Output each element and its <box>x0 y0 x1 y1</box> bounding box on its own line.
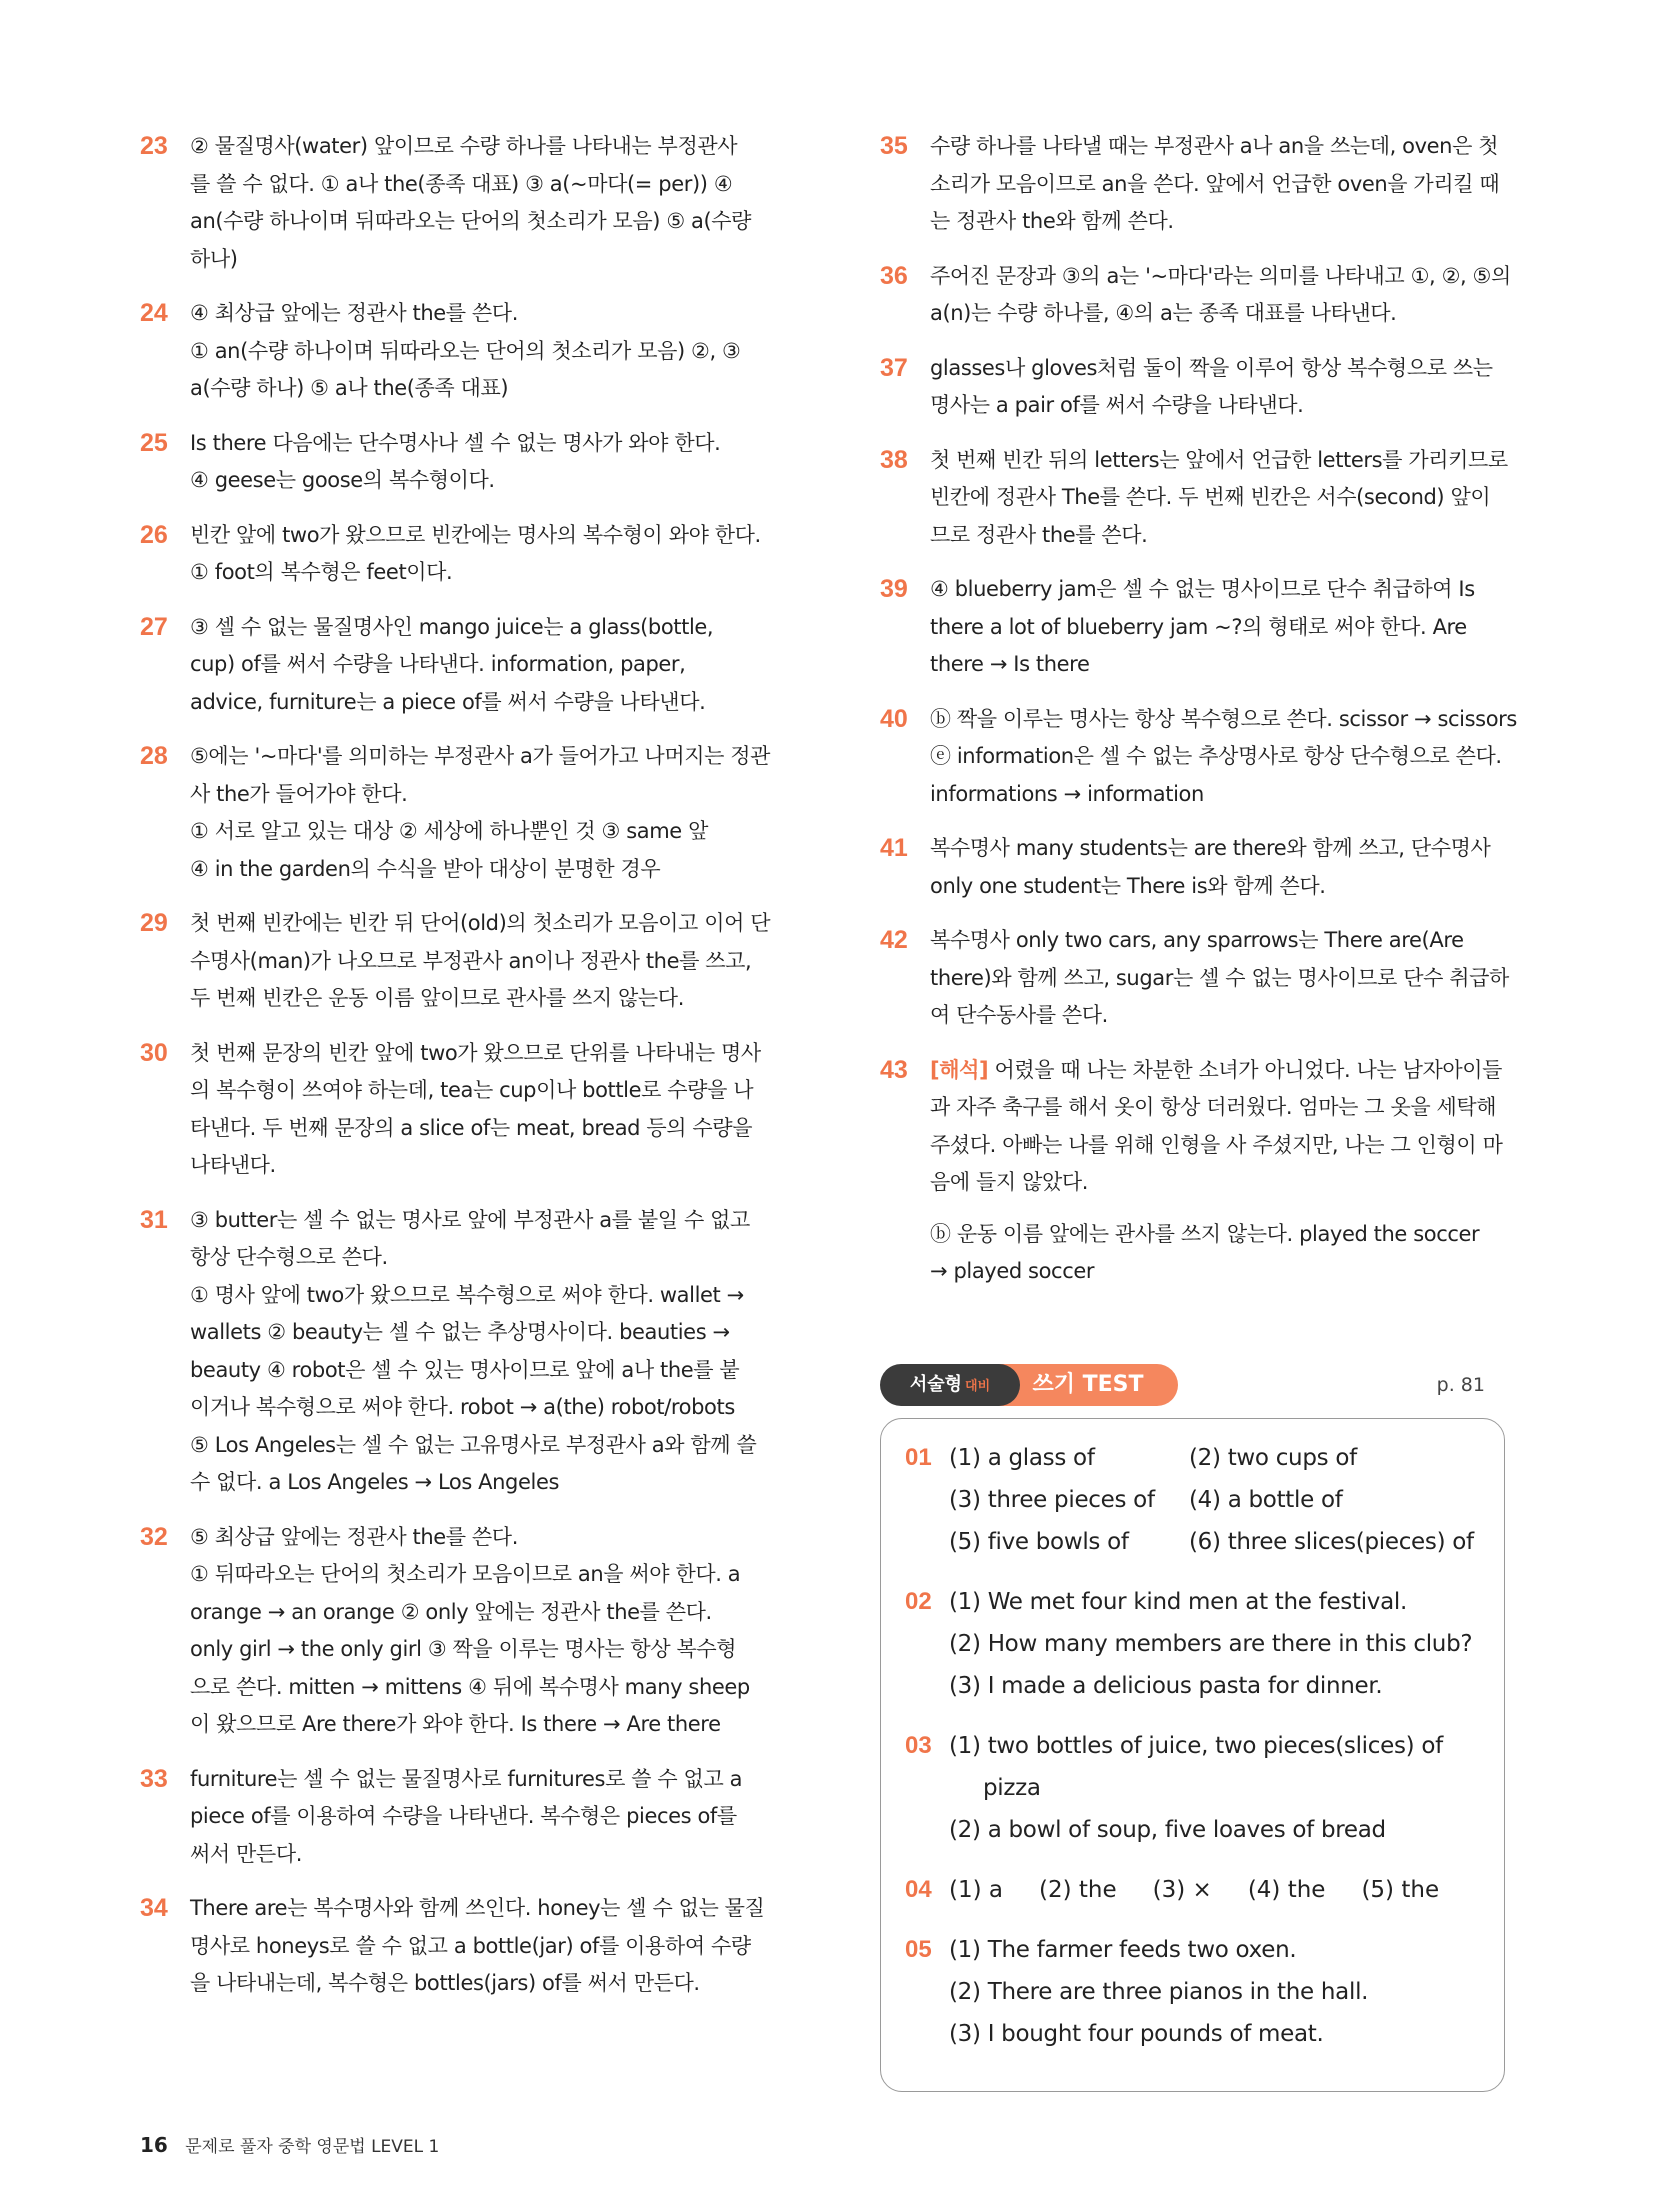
answer-line: 소리가 모음이므로 an을 쓴다. 앞에서 언급한 oven을 가리킬 때 <box>930 171 1500 196</box>
page-reference: p. 81 <box>1436 1374 1485 1396</box>
answer-line: 음에 들지 않았다. <box>930 1170 1089 1194</box>
answer-number: 43 <box>880 1055 908 1084</box>
answer-line: ④ geese는 goose의 복수형이다. <box>190 468 495 492</box>
answer-line: there → Is there <box>930 652 1090 676</box>
writing-test-box <box>880 1418 1505 2092</box>
answer-number: 27 <box>140 612 168 641</box>
page-number: 16 <box>140 2133 168 2157</box>
answer-line: 첫 번째 문장의 빈칸 앞에 two가 왔으므로 단위를 나타내는 명사 <box>190 1040 761 1065</box>
test-item-04 <box>905 1869 1484 1911</box>
answer-item-27 <box>140 609 765 722</box>
answer-number: 37 <box>880 353 908 382</box>
answer-line: 써서 만든다. <box>190 1841 302 1866</box>
answer-line: an(수량 하나이며 뒤따라오는 단어의 첫소리가 모음) ⑤ a(수량 <box>190 209 752 233</box>
answer-line: 복수명사 only two cars, any sparrows는 There are(Are <box>930 928 1464 952</box>
answer-item-33 <box>140 1761 765 1874</box>
answer-line: 수 없다. a Los Angeles → Los Angeles <box>190 1470 560 1494</box>
answer-item-28 <box>140 738 771 888</box>
answer-number: 26 <box>140 520 168 549</box>
answer-line: ⑤ 최상급 앞에는 정관사 the를 쓴다. <box>190 1524 518 1549</box>
answer-line: ④ blueberry jam은 셀 수 없는 명사이므로 단수 취급하여 Is <box>930 577 1475 601</box>
answer-line: ④ 최상급 앞에는 정관사 the를 쓴다. <box>190 301 518 325</box>
answer-item-40 <box>880 701 1517 814</box>
answer-item-36 <box>880 258 1511 333</box>
answer-item-24 <box>140 295 765 408</box>
answer-line: ③ butter는 셀 수 없는 명사로 앞에 부정관사 a를 붙일 수 없고 <box>190 1207 750 1232</box>
page-footer <box>140 2132 439 2157</box>
answer-line: (1) The farmer feeds two oxen. <box>949 1937 1297 1963</box>
answer-line: only girl → the only girl ③ 짝을 이루는 명사는 항상 복수형 <box>190 1637 737 1661</box>
answer-line: 주어진 문장과 ③의 a는 '~마다'라는 의미를 나타내고 ①, ②, ⑤의 <box>930 263 1511 288</box>
answer-line: (3) I bought four pounds of meat. <box>949 2021 1324 2047</box>
answer-line: 타낸다. 두 번째 문장의 a slice of는 meat, bread 등의 수량을 <box>190 1115 753 1140</box>
answer-line: (2) How many members are there in this club? <box>949 1631 1473 1657</box>
answer-line: (2) There are three pianos in the hall. <box>949 1979 1369 2005</box>
book-title: 문제로 풀자 중학 영문법 LEVEL 1 <box>185 2137 440 2157</box>
writing-test-title: 쓰기 TEST <box>998 1364 1178 1406</box>
answer-line: There are는 복수명사와 함께 쓰인다. honey는 셀 수 없는 물질 <box>190 1896 765 1920</box>
answer-number: 38 <box>880 445 908 474</box>
answer-line: 이 왔으므로 Are there가 와야 한다. Is there → Are there <box>190 1712 721 1736</box>
answer-number: 25 <box>140 428 168 457</box>
answer-item-37 <box>880 350 1505 425</box>
answer-line: there)와 함께 쓰고, sugar는 셀 수 없는 명사이므로 단수 취급하 <box>930 965 1509 990</box>
answer-line: (2) a bowl of soup, five loaves of bread <box>949 1817 1386 1843</box>
translation-tag: [해석] <box>930 1057 989 1082</box>
answer-line: 빈칸 앞에 two가 왔으므로 빈칸에는 명사의 복수형이 와야 한다. <box>190 522 761 547</box>
answer-item-29 <box>140 905 771 1018</box>
answer-line: 명사는 a pair of를 써서 수량을 나타낸다. <box>930 393 1304 417</box>
answer-number: 33 <box>140 1764 168 1793</box>
right-answer-column <box>880 128 1517 1308</box>
answer-number: 34 <box>140 1894 168 1922</box>
left-answer-column <box>140 128 771 2020</box>
answer-line: ⓔ information은 셀 수 없는 추상명사로 항상 단수형으로 쓴다. <box>930 744 1502 768</box>
answer-pair: (3) three pieces of (4) a bottle of <box>949 1487 1343 1513</box>
answer-line: there a lot of blueberry jam ~?의 형태로 써야 한다. Are <box>930 614 1467 639</box>
answer-item-31 <box>140 1202 765 1502</box>
answer-line: ⑤에는 '~마다'를 의미하는 부정관사 a가 들어가고 나머지는 정관 <box>190 744 771 768</box>
answer-number: 36 <box>880 261 908 290</box>
answer-line: wallets ② beauty는 셀 수 없는 추상명사이다. beauties → <box>190 1320 730 1344</box>
answer-number: 29 <box>140 909 168 937</box>
answer-line: 나타낸다. <box>190 1153 276 1177</box>
answer-line: 명사로 honeys로 쓸 수 없고 a bottle(jar) of를 이용하여 수량 <box>190 1933 751 1958</box>
answer-line: advice, furniture는 a piece of를 써서 수량을 나타낸다. <box>190 689 706 714</box>
answer-line: ① 뒤따라오는 단어의 첫소리가 모음이므로 an을 써야 한다. a <box>190 1562 741 1586</box>
answer-item-23 <box>140 128 765 278</box>
answer-line: furniture는 셀 수 없는 물질명사로 furnitures로 쓸 수 없고 a <box>190 1766 743 1791</box>
answer-line: 하나) <box>190 246 238 271</box>
answer-line: ① an(수량 하나이며 뒤따라오는 단어의 첫소리가 모음) ②, ③ <box>190 338 741 363</box>
answer-line: 첫 번째 빈칸 뒤의 letters는 앞에서 언급한 letters를 가리키므로 <box>930 447 1508 472</box>
answer-line: a(n)는 수량 하나를, ④의 a는 종족 대표를 나타낸다. <box>930 301 1397 325</box>
answer-number: 30 <box>140 1038 168 1067</box>
answer-line: (1) two bottles of juice, two pieces(slices) of <box>949 1733 1443 1759</box>
answer-line: 주셨다. 아빠는 나를 위해 인형을 사 주셨지만, 나는 그 인형이 마 <box>930 1132 1503 1157</box>
test-number: 04 <box>905 1876 932 1903</box>
answer-line: → played soccer <box>930 1259 1095 1283</box>
writing-test-section <box>880 1362 1505 2092</box>
answer-line: 두 번째 빈칸은 운동 이름 앞이므로 관사를 쓰지 않는다. <box>190 986 684 1010</box>
answer-line <box>930 1052 1505 1090</box>
answer-line: ⓑ 운동 이름 앞에는 관사를 쓰지 않는다. played the soccer <box>930 1221 1480 1246</box>
test-item-05 <box>905 1929 1484 2055</box>
answer-line: 항상 단수형으로 쓴다. <box>190 1245 388 1269</box>
answer-line: glasses나 gloves처럼 둘이 짝을 이루어 항상 복수형으로 쓰는 <box>930 355 1493 380</box>
answer-number: 28 <box>140 742 168 770</box>
essay-prep-badge: 서술형 대비 <box>880 1364 1020 1406</box>
answer-number: 23 <box>140 132 168 160</box>
answer-line: 를 쓸 수 없다. ① a나 the(종족 대표) ③ a(~마다(= per)) ④ <box>190 171 733 196</box>
answer-line: ⓑ 짝을 이루는 명사는 항상 복수형으로 쓴다. scissor → scissors <box>930 706 1517 731</box>
test-number: 05 <box>905 1936 932 1963</box>
answer-line: orange → an orange ② only 앞에는 정관사 the를 쓴다. <box>190 1599 712 1624</box>
answer-line: Is there 다음에는 단수명사나 셀 수 없는 명사가 와야 한다. <box>190 430 721 455</box>
answer-item-34 <box>140 1890 765 2003</box>
answer-item-38 <box>880 442 1508 555</box>
right-answer-list <box>880 128 1517 1035</box>
answer-item-35 <box>880 128 1505 241</box>
answer-line: ① 서로 알고 있는 대상 ② 세상에 하나뿐인 것 ③ same 앞 <box>190 819 708 843</box>
answer-item-30 <box>140 1035 765 1185</box>
answer-line: ⑤ Los Angeles는 셀 수 없는 고유명사로 부정관사 a와 함께 쓸 <box>190 1432 757 1457</box>
answer-line: 사 the가 들어가야 한다. <box>190 781 408 806</box>
answer-row: (1) a (2) the (3) × (4) the (5) the <box>949 1877 1440 1903</box>
answer-line: ① foot의 복수형은 feet이다. <box>190 560 453 584</box>
answer-item-39 <box>880 571 1505 684</box>
answer-line: (1) We met four kind men at the festival. <box>949 1589 1408 1615</box>
answer-item-42 <box>880 922 1509 1035</box>
answer-line: ① 명사 앞에 two가 왔으므로 복수형으로 써야 한다. wallet → <box>190 1282 744 1307</box>
test-number: 01 <box>905 1444 932 1471</box>
answer-line: cup) of를 써서 수량을 나타낸다. information, paper, <box>190 652 686 676</box>
test-item-01 <box>905 1437 1484 1563</box>
answer-line: 므로 정관사 the를 쓴다. <box>930 522 1148 547</box>
test-item-02 <box>905 1581 1484 1707</box>
answer-line: pizza <box>983 1775 1041 1801</box>
answer-number: 40 <box>880 704 908 733</box>
answer-line: (3) I made a delicious pasta for dinner. <box>949 1673 1383 1699</box>
answer-text: 어렸을 때 나는 차분한 소녀가 아니었다. 나는 남자아이들 <box>988 1057 1503 1082</box>
answer-line: 이거나 복수형으로 써야 한다. robot → a(the) robot/robots <box>190 1395 735 1419</box>
answer-line: ④ in the garden의 수식을 받아 대상이 분명한 경우 <box>190 856 661 881</box>
answer-line: 의 복수형이 쓰여야 하는데, tea는 cup이나 bottle로 수량을 나 <box>190 1078 754 1102</box>
answer-number: 24 <box>140 299 168 327</box>
answer-number: 39 <box>880 575 908 603</box>
answer-item-41 <box>880 830 1505 905</box>
answer-item-26 <box>140 517 765 592</box>
answer-pair: (1) a glass of (2) two cups of <box>949 1445 1357 1471</box>
answer-number: 41 <box>880 834 908 862</box>
answer-number: 32 <box>140 1522 168 1551</box>
answer-line: 첫 번째 빈칸에는 빈칸 뒤 단어(old)의 첫소리가 모음이고 이어 단 <box>190 911 771 935</box>
answer-item-32 <box>140 1519 765 1744</box>
answer-line: 과 자주 축구를 해서 옷이 항상 더러웠다. 엄마는 그 옷을 세탁해 <box>930 1095 1497 1119</box>
answer-line: 복수명사 many students는 are there와 함께 쓰고, 단수명사 <box>930 836 1491 860</box>
answer-line: 수명사(man)가 나오므로 부정관사 an이나 정관사 the를 쓰고, <box>190 948 752 973</box>
answer-line: 으로 쓴다. mitten → mittens ④ 뒤에 복수명사 many sheep <box>190 1674 750 1699</box>
test-number: 02 <box>905 1588 932 1615</box>
answer-line: ② 물질명사(water) 앞이므로 수량 하나를 나타내는 부정관사 <box>190 134 738 158</box>
answer-line: 수량 하나를 나타낼 때는 부정관사 a나 an을 쓰는데, oven은 첫 <box>930 134 1499 158</box>
answer-number: 31 <box>140 1205 168 1234</box>
answer-item-25 <box>140 425 765 500</box>
answer-line: 여 단수동사를 쓴다. <box>930 1003 1108 1027</box>
test-number: 03 <box>905 1732 932 1759</box>
answer-line: beauty ④ robot은 셀 수 있는 명사이므로 앞에 a나 the를 붙 <box>190 1357 740 1382</box>
answer-line: a(수량 하나) ⑤ a나 the(종족 대표) <box>190 376 509 400</box>
answer-line: piece of를 이용하여 수량을 나타낸다. 복수형은 pieces of를 <box>190 1804 737 1828</box>
answer-line: 을 나타내는데, 복수형은 bottles(jars) of를 써서 만든다. <box>190 1971 700 1995</box>
test-item-03 <box>905 1725 1484 1851</box>
answer-line: 빈칸에 정관사 The를 쓴다. 두 번째 빈칸은 서수(second) 앞이 <box>930 485 1491 509</box>
writing-test-header <box>880 1362 1505 1408</box>
answer-line: 는 정관사 the와 함께 쓴다. <box>930 209 1174 233</box>
answer-number: 35 <box>880 132 908 160</box>
answer-line: informations → information <box>930 781 1204 806</box>
answer-line: ③ 셀 수 없는 물질명사인 mango juice는 a glass(bottle, <box>190 614 714 639</box>
answer-number: 42 <box>880 926 908 954</box>
answer-line: only one student는 There is와 함께 쓴다. <box>930 873 1326 898</box>
answer-pair: (5) five bowls of (6) three slices(pieces) of <box>949 1529 1474 1555</box>
answer-item-43 <box>880 1052 1505 1291</box>
